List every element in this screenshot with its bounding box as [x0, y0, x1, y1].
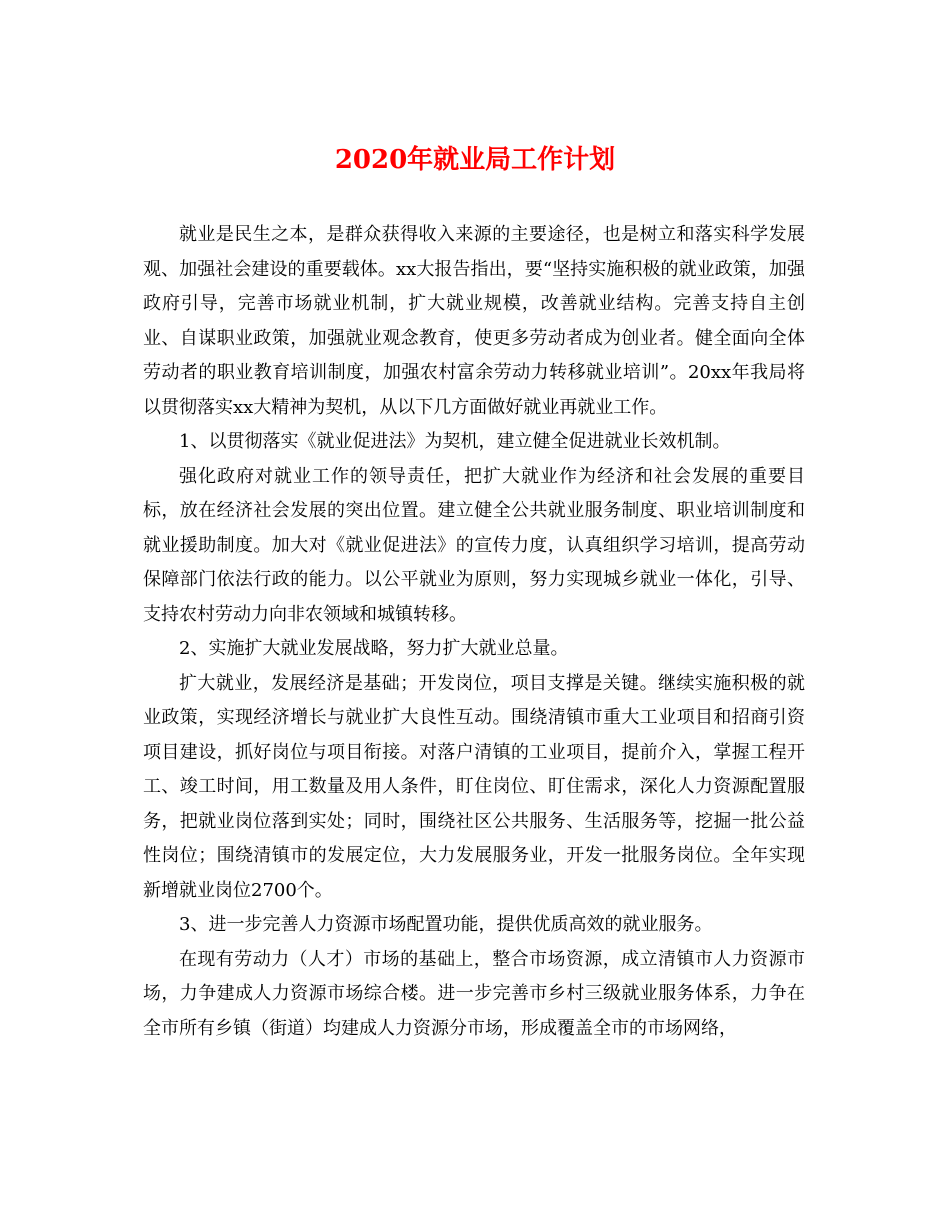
- section-heading-1: 1、以贯彻落实《就业促进法》为契机，建立健全促进就业长效机制。: [179, 431, 731, 452]
- document-title: 2020年就业局工作计划: [334, 145, 616, 175]
- paragraph-intro: 就业是民生之本，是群众获得收入来源的主要途径，也是树立和落实科学发展观、加强社会建设的重要载体。xx大报告指出，要“坚持实施积极的就业政策，加强政府引导，完善市场就业机制，扩大就业规模，改善就业结构。完善支持自主创业、自谋职业政策，加强就业观念教育，使更多劳动者成为创业者。健全面向全体劳动者的职业教育培训制度，加强农村富余劳动力转移就业培训”。20xx年我局将以贯彻落实xx大精神为契机，从以下几方面做好就业再就业工作。: [143, 224, 805, 418]
- section-heading-2: 2、实施扩大就业发展战略，努力扩大就业总量。: [179, 638, 569, 659]
- paragraph-section-1: 强化政府对就业工作的领导责任，把扩大就业作为经济和社会发展的重要目标，放在经济社会发展的突出位置。建立健全公共就业服务制度、职业培训制度和就业援助制度。加大对《就业促进法》的宣传力度，认真组织学习培训，提高劳动保障部门依法行政的能力。以公平就业为原则，努力实现城乡就业一体化，引导、支持农村劳动力向非农领域和城镇转移。: [143, 465, 805, 625]
- document-body: [143, 218, 805, 1046]
- paragraph-section-3: 在现有劳动力（人才）市场的基础上，整合市场资源，成立清镇市人力资源市场，力争建成人力资源市场综合楼。进一步完善市乡村三级就业服务体系，力争在全市所有乡镇（街道）均建成人力资源分市场，形成覆盖全市的市场网络，: [143, 948, 805, 1039]
- section-heading-3: 3、进一步完善人力资源市场配置功能，提供优质高效的就业服务。: [179, 914, 713, 935]
- paragraph-section-2: 扩大就业，发展经济是基础；开发岗位，项目支撑是关键。继续实施积极的就业政策，实现经济增长与就业扩大良性互动。围绕清镇市重大工业项目和招商引资项目建设，抓好岗位与项目衔接。对落户清镇的工业项目，提前介入，掌握工程开工、竣工时间，用工数量及用人条件，盯住岗位、盯住需求，深化人力资源配置服务，把就业岗位落到实处；同时，围绕社区公共服务、生活服务等，挖掘一批公益性岗位；围绕清镇市的发展定位，大力发展服务业，开发一批服务岗位。全年实现新增就业岗位2700个。: [143, 672, 805, 901]
